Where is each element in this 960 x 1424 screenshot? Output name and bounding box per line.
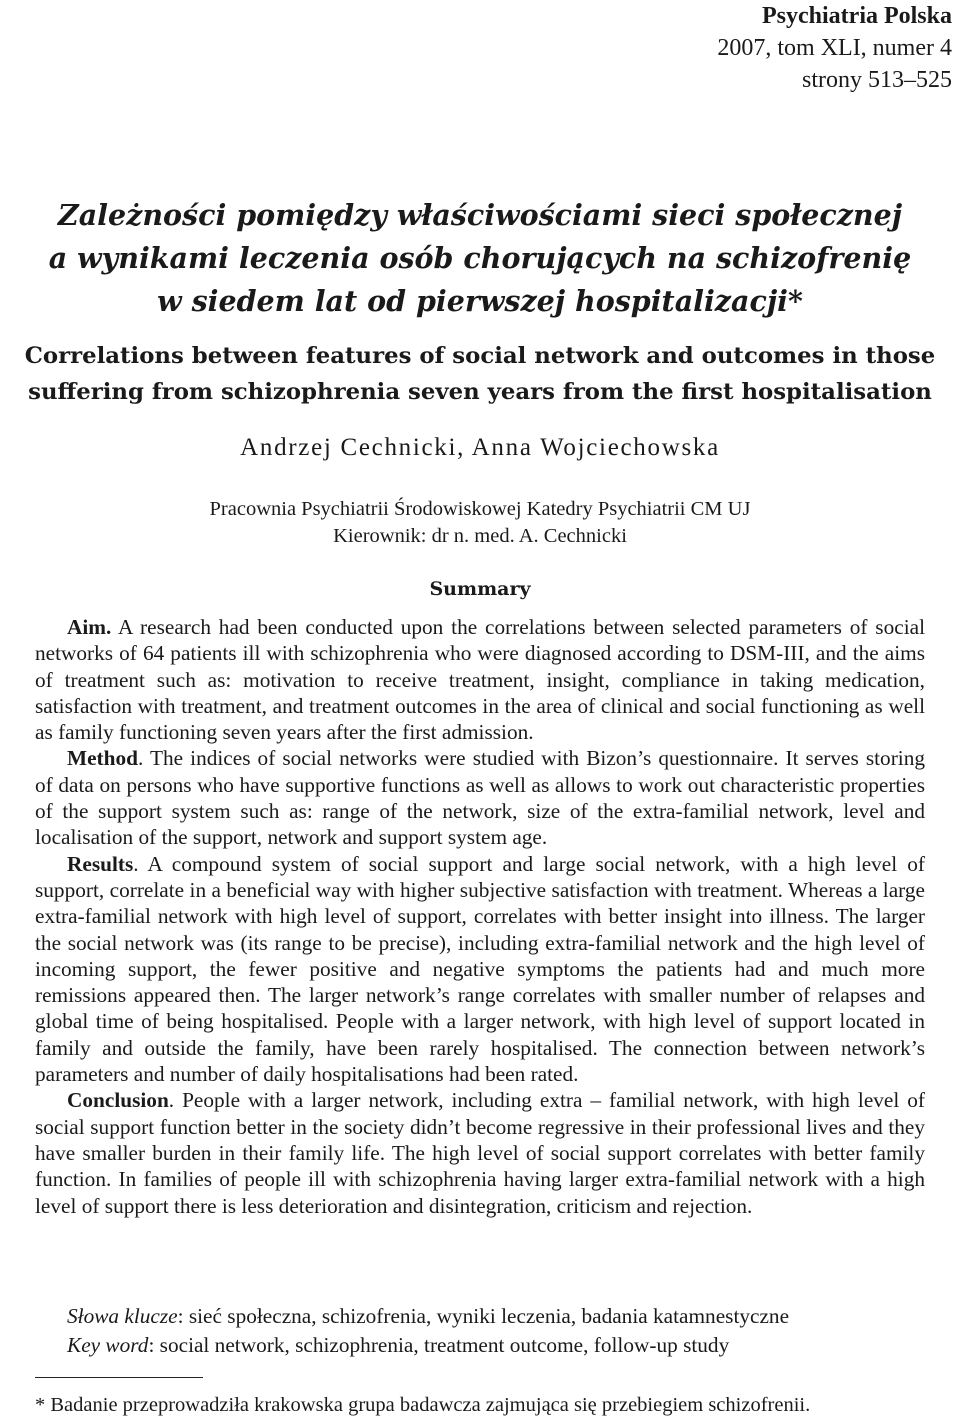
title-polish-line: Zależności pomiędzy właściwościami sieci społecznej: [57, 198, 903, 232]
summary-heading: Summary: [429, 578, 531, 600]
abstract-method: [35, 745, 925, 850]
title-english-line: Correlations between features of social network and outcomes in those: [24, 343, 936, 369]
affiliation-head: Kierownik: dr n. med. A. Cechnicki: [333, 525, 627, 547]
method-label: Method: [67, 746, 138, 771]
title-english-line: suffering from schizophrenia seven years from the first hospitalisation: [28, 379, 932, 405]
results-label: Results: [67, 851, 134, 876]
journal-header: [717, 0, 952, 96]
footnote: * Badanie przeprowadziła krakowska grupa badawcza zajmująca się przebiegiem schizofrenii.: [35, 1394, 811, 1416]
method-text: . The indices of social networks were studied with Bizon’s questionnaire. It serves storing of data on persons who have supportive functions as well as allows to work out characteristic properties of the support system such as: range of the network, size of the extra-familial network, level and localisation of the support, network and support system age.: [35, 746, 925, 850]
authors: Andrzej Cechnicki, Anna Wojciechowska: [240, 434, 720, 461]
keywords-english: [35, 1331, 935, 1360]
journal-volume: 2007, tom XLI, numer 4: [717, 35, 952, 61]
title-english: [0, 338, 960, 410]
aim-text: A research had been conducted upon the correlations between selected parameters of social networks of 64 patients ill with schizophrenia who were diagnosed according to DSM-III, and the aims of treatment such as: motivation to receive treatment, insight, compliance in taking medication, satisfaction with treatment, and treatment outcomes in the area of clinical and social functioning as well as family functioning seven years after the first admission.: [35, 615, 925, 745]
keywords-polish-label: Słowa klucze: [67, 1304, 178, 1328]
affiliation-unit: Pracownia Psychiatrii Środowiskowej Katedry Psychiatrii CM UJ: [209, 498, 751, 520]
abstract-results: [35, 851, 925, 1088]
journal-pages: strony 513–525: [802, 67, 952, 93]
keywords-english-label: Key word: [67, 1333, 149, 1357]
footnote-divider: [35, 1377, 203, 1378]
aim-label: Aim.: [67, 615, 112, 639]
title-polish-line: w siedem lat od pierwszej hospitalizacji*: [157, 284, 803, 318]
conclusion-text: . People with a larger network, including extra – familial network, with high level of social support function better in the society didn’t become regressive in their professional lives and they have smaller burden in their family life. The high level of social support correlates with better family function. In families of people ill with schizophrenia having larger extra-familial network with a high level of support there is less deterioration and disintegration, criticism and rejection.: [35, 1088, 925, 1218]
keywords-polish: [35, 1302, 935, 1331]
abstract-conclusion: [35, 1087, 925, 1218]
keywords-english-text: : social network, schizophrenia, treatment outcome, follow-up study: [148, 1333, 730, 1357]
title-polish-line: a wynikami leczenia osób chorujących na schizofrenię: [48, 241, 912, 275]
abstract-aim: [35, 614, 925, 745]
results-text: . A compound system of social support and large social network, with a high level of support, correlate in a beneficial way with higher subjective satisfaction with treatment. Whereas a large extra-familial network with high level of support, correlates with better insight into illness. The larger the social network was (its range to be precise), including extra-familial network and the high level of incoming support, the fewer positive and negative symptoms the patients had and much more remissions appeared then. The larger network’s range correlates with smaller number of relapses and global time of being hospitalised. People with a larger network, with high level of support located in family and outside the family, have been rarely hospitalised. The connection between network’s parameters and number of daily hospitalisations had been rated.: [35, 851, 925, 1087]
keywords: [35, 1302, 935, 1360]
journal-name: Psychiatria Polska: [762, 3, 952, 29]
abstract: [35, 614, 925, 1219]
affiliation: [0, 496, 960, 550]
title-polish: [0, 194, 960, 323]
conclusion-label: Conclusion: [67, 1088, 169, 1113]
keywords-polish-text: : sieć społeczna, schizofrenia, wyniki leczenia, badania katamnestyczne: [177, 1304, 790, 1328]
